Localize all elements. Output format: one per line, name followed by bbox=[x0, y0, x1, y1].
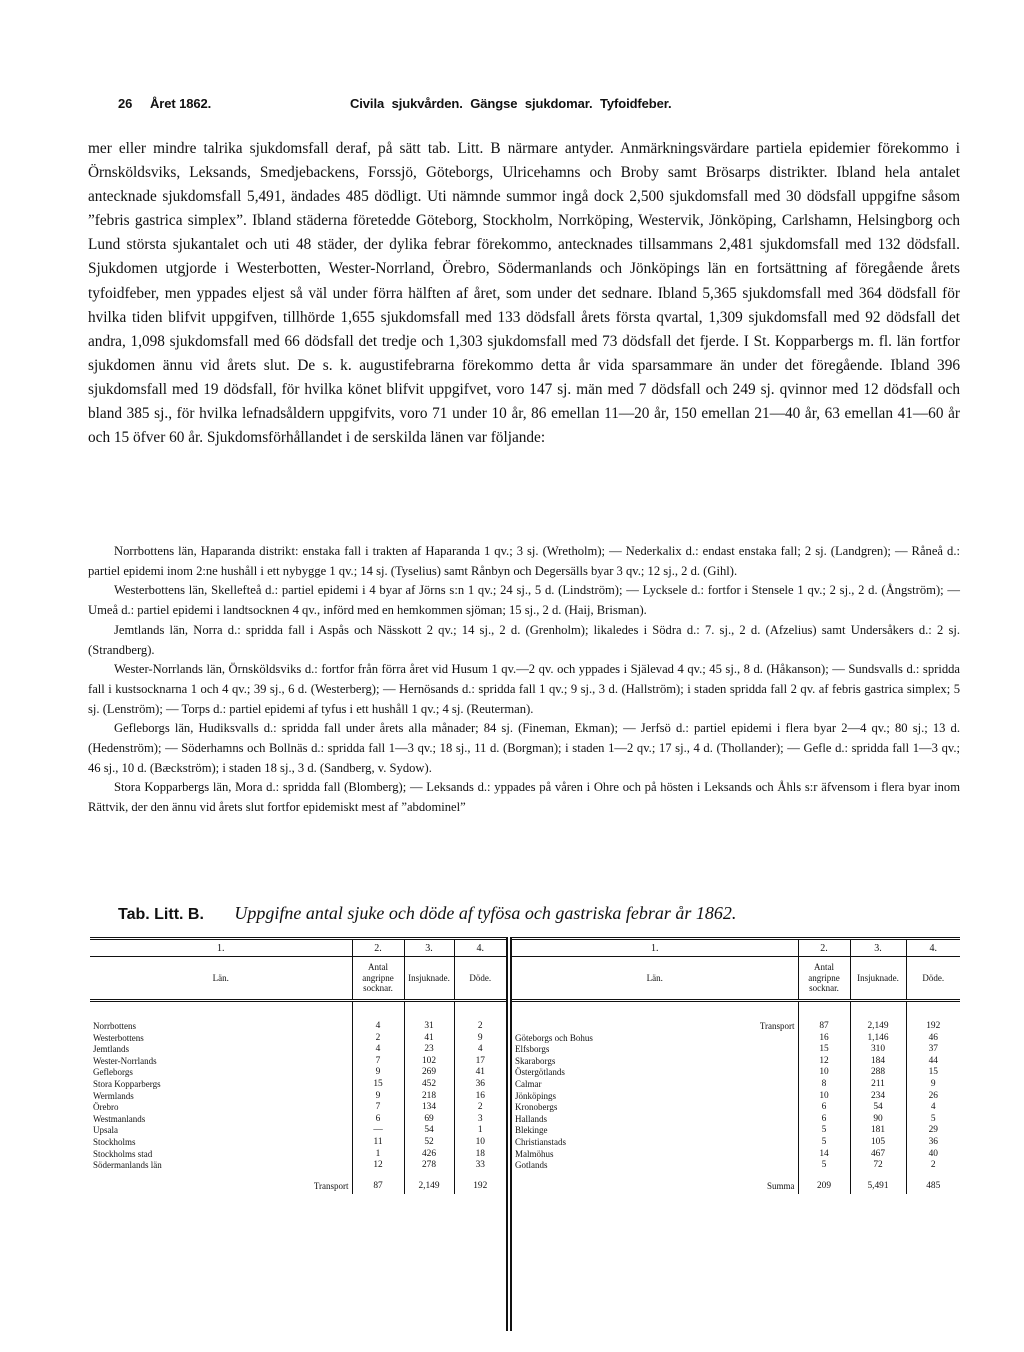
table-row bbox=[512, 1001, 960, 1033]
lan-name: Hallands bbox=[515, 1113, 547, 1124]
lan-name: Summa bbox=[766, 1180, 795, 1191]
antal-value: 10 bbox=[798, 1091, 850, 1103]
antal-value: 9 bbox=[352, 1091, 404, 1103]
table-row bbox=[512, 1079, 960, 1091]
lan-name: Jemtlands bbox=[93, 1044, 129, 1055]
insjuknade-value: 452 bbox=[404, 1079, 454, 1091]
table-label: Tab. Litt. B. bbox=[118, 906, 204, 923]
header-lan: Län. bbox=[90, 957, 352, 1001]
lan-name: Malmöhus bbox=[515, 1148, 554, 1159]
table-left bbox=[90, 937, 506, 1331]
page-header bbox=[118, 96, 938, 118]
lan-name: Norrbottens bbox=[93, 1021, 136, 1031]
table-row bbox=[90, 1044, 506, 1056]
header-title: Civila sjukvården. Gängse sjukdomar. Tyfoidfeber. bbox=[350, 96, 672, 111]
table-left-body bbox=[90, 1001, 506, 1194]
header-insjuknade: Insjuknade. bbox=[404, 957, 454, 1001]
lan-name: Stockholms bbox=[93, 1136, 136, 1147]
antal-value: 8 bbox=[798, 1079, 850, 1091]
report-westerbotten: Westerbottens län, Skellefteå d.: partiel epidemi i 4 byar af Jörns s:n 1 qv.; 24 sj., 5 d. (Lindström); — Lycksele d.: fortfor i Stensele 1 qv.; 2 sj., 2 d. (Ångström); — Umeå d.: partiel epidemi i landtsocknen 4 qv., införd med en hemkommen sjöman; 15 sj., 2 d. (Haij, Brisman). bbox=[88, 583, 960, 618]
table-row bbox=[90, 1114, 506, 1126]
antal-value: 6 bbox=[798, 1102, 850, 1114]
lan-name: Kronobergs bbox=[515, 1102, 558, 1113]
lan-name: Transport bbox=[313, 1180, 349, 1191]
table-row bbox=[90, 1137, 506, 1149]
dode-value: 485 bbox=[906, 1172, 960, 1194]
table-row bbox=[90, 1067, 506, 1079]
dode-value: 2 bbox=[454, 1001, 506, 1033]
header-dode: Döde. bbox=[906, 957, 960, 1001]
table-title bbox=[118, 903, 958, 924]
insjuknade-value: 218 bbox=[404, 1091, 454, 1103]
col-number: 2. bbox=[798, 939, 850, 957]
dode-value: 18 bbox=[454, 1149, 506, 1161]
insjuknade-value: 426 bbox=[404, 1149, 454, 1161]
lan-name: Westmanlands bbox=[93, 1113, 146, 1124]
dode-value: 41 bbox=[454, 1067, 506, 1079]
antal-value: 209 bbox=[798, 1172, 850, 1194]
antal-value: 12 bbox=[798, 1056, 850, 1068]
insjuknade-value: 52 bbox=[404, 1137, 454, 1149]
header-dode: Döde. bbox=[454, 957, 506, 1001]
table-row bbox=[90, 1079, 506, 1091]
lan-name: Blekinge bbox=[515, 1125, 548, 1136]
insjuknade-value: 234 bbox=[850, 1091, 906, 1103]
antal-value: 14 bbox=[798, 1149, 850, 1161]
table-row bbox=[90, 1149, 506, 1161]
table-row bbox=[512, 1044, 960, 1056]
header-antal: Antal angripne socknar. bbox=[352, 957, 404, 1001]
insjuknade-value: 72 bbox=[850, 1160, 906, 1172]
dode-value: 17 bbox=[454, 1056, 506, 1068]
antal-value: 1 bbox=[352, 1149, 404, 1161]
insjuknade-value: 467 bbox=[850, 1149, 906, 1161]
dode-value: 36 bbox=[906, 1137, 960, 1149]
table-row bbox=[512, 1149, 960, 1161]
col-number: 1. bbox=[90, 939, 352, 957]
report-kopparberg: Stora Kopparbergs län, Mora d.: spridda fall (Blomberg); — Leksands d.: yppades på våren i Ohre och på hösten i Leksands och Åhls s:r äfvensom i flera byar inom Rättvik, der den ännu vid årets slut fortfor epidemiskt mest af ”abdominel” bbox=[88, 780, 960, 815]
table-row bbox=[512, 1033, 960, 1045]
table-right bbox=[512, 937, 960, 1331]
dode-value: 4 bbox=[454, 1044, 506, 1056]
lan-name: Södermanlands län bbox=[93, 1160, 162, 1171]
dode-value: 36 bbox=[454, 1079, 506, 1091]
antal-value: 2 bbox=[352, 1033, 404, 1045]
lan-name: Stora Kopparbergs bbox=[93, 1078, 161, 1089]
insjuknade-value: 310 bbox=[850, 1044, 906, 1056]
lan-name: Elfsborgs bbox=[515, 1044, 550, 1055]
header-year: Året 1862. bbox=[150, 96, 212, 111]
table-row bbox=[512, 1091, 960, 1103]
insjuknade-value: 2,149 bbox=[404, 1172, 454, 1194]
antal-value: 5 bbox=[798, 1125, 850, 1137]
insjuknade-value: 105 bbox=[850, 1137, 906, 1149]
dode-value: 33 bbox=[454, 1160, 506, 1172]
insjuknade-value: 134 bbox=[404, 1102, 454, 1114]
insjuknade-value: 181 bbox=[850, 1125, 906, 1137]
antal-value: 11 bbox=[352, 1137, 404, 1149]
antal-value: 5 bbox=[798, 1137, 850, 1149]
antal-value: 12 bbox=[352, 1160, 404, 1172]
antal-value: 6 bbox=[352, 1114, 404, 1126]
antal-value: 87 bbox=[352, 1172, 404, 1194]
body-paragraph: mer eller mindre talrika sjukdomsfall deraf, på sätt tab. Litt. B närmare antyder. Anmärkningsvärdare partiela epidemier förekommo i Örnsköldsviks, Leksands, Smedjebackens, Forssjö, Göteborgs, Ulricehamns och Broby samt Brösarps distrikter. Ibland hela antalet antecknade sjukdomsfall 5,491, ändades 485 dödligt. Uti nämnde summor ingå dock 2,500 sjukdomsfall med 30 dödsfall uppgifne såsom ”febris gastrica simplex”. Ibland städerna företedde Göteborg, Stockholm, Norrköping, Westervik, Jönköping, Carlshamn, Helsingborg och Lund största sjukantalet och uti 48 städer, der dylika febrar förekommo, antecknades tillsammans 2,481 sjukdomsfall med 132 dödsfall. Sjukdomen utgjorde i Westerbotten, Wester-Norrland, Örebro, Södermanlands och Jönköpings län en fortsättning af föregående årets tyfoidfeber, men yppades eljest så väl under förra hälften af året, som under det sednare. Ibland 5,365 sjukdomsfall med 364 dödsfall för hvilka tiden blifvit uppgifven, tillhörde 1,655 sjukdomsfall med 133 dödsfall årets första qvartal, 1,309 sjukdomsfall med 92 dödsfall det andra, 1,098 sjukdomsfall med 66 dödsfall det tredje och 1,303 sjukdomsfall med 73 dödsfall det fjerde. I St. Kopparbergs m. fl. län fortfor sjukdomen ännu vid årets slut. De s. k. augustifebrarna förekommo detta år vida sparsammare än under det föregående. Ibland 396 sjukdomsfall med 19 dödsfall, för hvilka könet blifvit uppgifvet, voro 147 sj. män med 7 dödsfall och 249 sj. qvinnor med 12 dödsfall och bland 385 sj., för hvilka lefnadsåldern uppgifvits, voro 71 under 10 år, 86 emellan 11—20 år, 150 emellan 21—40 år, 63 emellan 41—60 år och 15 öfver 60 år. Sjukdomsförhållandet i de serskilda länen var följande: bbox=[88, 140, 960, 447]
insjuknade-value: 184 bbox=[850, 1056, 906, 1068]
dode-value: 16 bbox=[454, 1091, 506, 1103]
dode-value: 9 bbox=[906, 1079, 960, 1091]
antal-value: 7 bbox=[352, 1056, 404, 1068]
antal-value: 9 bbox=[352, 1067, 404, 1079]
insjuknade-value: 69 bbox=[404, 1114, 454, 1126]
lan-name: Skaraborgs bbox=[515, 1055, 556, 1066]
table-row bbox=[90, 1125, 506, 1137]
insjuknade-value: 41 bbox=[404, 1033, 454, 1045]
lan-name: Wester-Norrlands bbox=[93, 1055, 157, 1066]
dode-value: 9 bbox=[454, 1033, 506, 1045]
report-wester-norrland: Wester-Norrlands län, Örnsköldsviks d.: fortfor från förra året vid Husum 1 qv.—2 qv. och yppades i Själevad 4 qv.; 45 sj., 8 d. (Håkanson); — Sundsvalls d.: spridda fall i kustsocknarna 1 och 4 qv.; 39 sj., 6 d. (Westerberg); — Hernösands d.: spridda fall 1 qv.; 9 sj., 3 d. (Hallström); i staden spridda fall 2 qv. af febris gastrica simplex; 5 sj. (Lenström); — Torps d.: partiel epidemi af tyfus i ett hushåll 1 qv.; 4 sj. (Reuterman). bbox=[88, 662, 960, 716]
lan-name: Örebro bbox=[93, 1102, 119, 1113]
insjuknade-value: 269 bbox=[404, 1067, 454, 1079]
antal-value: 4 bbox=[352, 1001, 404, 1033]
dode-value: 15 bbox=[906, 1067, 960, 1079]
antal-value: 16 bbox=[798, 1033, 850, 1045]
insjuknade-value: 278 bbox=[404, 1160, 454, 1172]
dode-value: 1 bbox=[454, 1125, 506, 1137]
antal-value: 4 bbox=[352, 1044, 404, 1056]
antal-value: 5 bbox=[798, 1160, 850, 1172]
header-insjuknade: Insjuknade. bbox=[850, 957, 906, 1001]
lan-name: Transport bbox=[759, 1021, 795, 1031]
table-row bbox=[512, 1160, 960, 1172]
dode-value: 192 bbox=[906, 1001, 960, 1033]
lan-name: Gotlands bbox=[515, 1160, 548, 1171]
table-row bbox=[512, 1067, 960, 1079]
table-row bbox=[90, 1172, 506, 1194]
dode-value: 37 bbox=[906, 1044, 960, 1056]
table-row bbox=[512, 1125, 960, 1137]
dode-value: 29 bbox=[906, 1125, 960, 1137]
dode-value: 10 bbox=[454, 1137, 506, 1149]
table-row bbox=[90, 1056, 506, 1068]
dode-value: 40 bbox=[906, 1149, 960, 1161]
table-row bbox=[90, 1001, 506, 1033]
dode-value: 44 bbox=[906, 1056, 960, 1068]
antal-value: 10 bbox=[798, 1067, 850, 1079]
insjuknade-value: 1,146 bbox=[850, 1033, 906, 1045]
lan-name: Stockholms stad bbox=[93, 1148, 153, 1159]
antal-value: 6 bbox=[798, 1114, 850, 1126]
lan-name: Westerbottens bbox=[93, 1032, 144, 1043]
col-number: 3. bbox=[404, 939, 454, 957]
insjuknade-value: 23 bbox=[404, 1044, 454, 1056]
lan-name: Wermlands bbox=[93, 1090, 134, 1101]
header-lan: Län. bbox=[512, 957, 798, 1001]
insjuknade-value: 90 bbox=[850, 1114, 906, 1126]
dode-value: 46 bbox=[906, 1033, 960, 1045]
lan-name: Jönköpings bbox=[515, 1090, 557, 1101]
table-right-body bbox=[512, 1001, 960, 1194]
table-row bbox=[90, 1160, 506, 1172]
report-jemtland: Jemtlands län, Norra d.: spridda fall i Aspås och Nässkott 2 qv.; 14 sj., 2 d. (Grenholm); likaledes i Södra d.: 7. sj., 2 d. (Afzelius) samt Undersåkers d.: 2 sj. (Strandberg). bbox=[88, 622, 960, 657]
table-row bbox=[512, 1172, 960, 1194]
table-row bbox=[512, 1056, 960, 1068]
table-row bbox=[90, 1033, 506, 1045]
table-row bbox=[512, 1137, 960, 1149]
table-row bbox=[512, 1114, 960, 1126]
header-antal: Antal angripne socknar. bbox=[798, 957, 850, 1001]
table-row bbox=[512, 1102, 960, 1114]
dode-value: 2 bbox=[454, 1102, 506, 1114]
dode-value: 192 bbox=[454, 1172, 506, 1194]
page-number: 26 bbox=[118, 96, 133, 111]
lan-name: Göteborgs och Bohus bbox=[515, 1032, 593, 1043]
insjuknade-value: 31 bbox=[404, 1001, 454, 1033]
dode-value: 26 bbox=[906, 1091, 960, 1103]
insjuknade-value: 102 bbox=[404, 1056, 454, 1068]
report-norrbotten: Norrbottens län, Haparanda distrikt: enstaka fall i trakten af Haparanda 1 qv.; 3 sj. (Wretholm); — Nederkalix d.: endast enstaka fall; 2 sj. (Landgren); — Råneå d.: partiel epidemi inom 2:ne hushåll i ett nybygge 1 qv.; 14 sj. (Tyselius) samt Rånbyn och Degersälls byar 3 qv.; 12 sj., 2 d. (Gihl). bbox=[88, 544, 960, 578]
col-number: 3. bbox=[850, 939, 906, 957]
lan-name: Calmar bbox=[515, 1078, 542, 1089]
dode-value: 3 bbox=[454, 1114, 506, 1126]
insjuknade-value: 211 bbox=[850, 1079, 906, 1091]
col-number: 4. bbox=[454, 939, 506, 957]
table-row bbox=[90, 1102, 506, 1114]
lan-name: Upsala bbox=[93, 1125, 118, 1136]
report-gefleborg: Gefleborgs län, Hudiksvalls d.: spridda fall under årets alla månader; 84 sj. (Fineman, Ekman); — Jerfsö d.: partiel epidemi i flera byar 2—4 qv.; 80 sj.; 13 d. (Hedenström); — Söderhamns och Bollnäs d.: spridda fall 1—3 qv.; 18 sj., 11 d. (Borgman); i staden 1—2 qv.; 17 sj., 4 d. (Thollander); — Gefle d.: spridda fall 1—3 qv.; 46 sj., 10 d. (Bæckström); i staden 18 sj., 3 d. (Sandberg, v. Sydow). bbox=[88, 721, 960, 775]
antal-value: — bbox=[352, 1125, 404, 1137]
antal-value: 15 bbox=[352, 1079, 404, 1091]
dode-value: 4 bbox=[906, 1102, 960, 1114]
col-number: 4. bbox=[906, 939, 960, 957]
table-caption: Uppgifne antal sjuke och döde af tyfösa och gastriska febrar år 1862. bbox=[234, 903, 737, 923]
insjuknade-value: 5,491 bbox=[850, 1172, 906, 1194]
table-row bbox=[90, 1091, 506, 1103]
insjuknade-value: 2,149 bbox=[850, 1001, 906, 1033]
col-number: 2. bbox=[352, 939, 404, 957]
insjuknade-value: 288 bbox=[850, 1067, 906, 1079]
dode-value: 5 bbox=[906, 1114, 960, 1126]
insjuknade-value: 54 bbox=[404, 1125, 454, 1137]
county-reports bbox=[88, 542, 960, 818]
lan-name: Gefleborgs bbox=[93, 1067, 133, 1078]
antal-value: 87 bbox=[798, 1001, 850, 1033]
lan-name: Christianstads bbox=[515, 1136, 566, 1147]
lan-name: Östergötlands bbox=[515, 1067, 565, 1078]
antal-value: 15 bbox=[798, 1044, 850, 1056]
antal-value: 7 bbox=[352, 1102, 404, 1114]
insjuknade-value: 54 bbox=[850, 1102, 906, 1114]
col-number: 1. bbox=[512, 939, 798, 957]
dode-value: 2 bbox=[906, 1160, 960, 1172]
